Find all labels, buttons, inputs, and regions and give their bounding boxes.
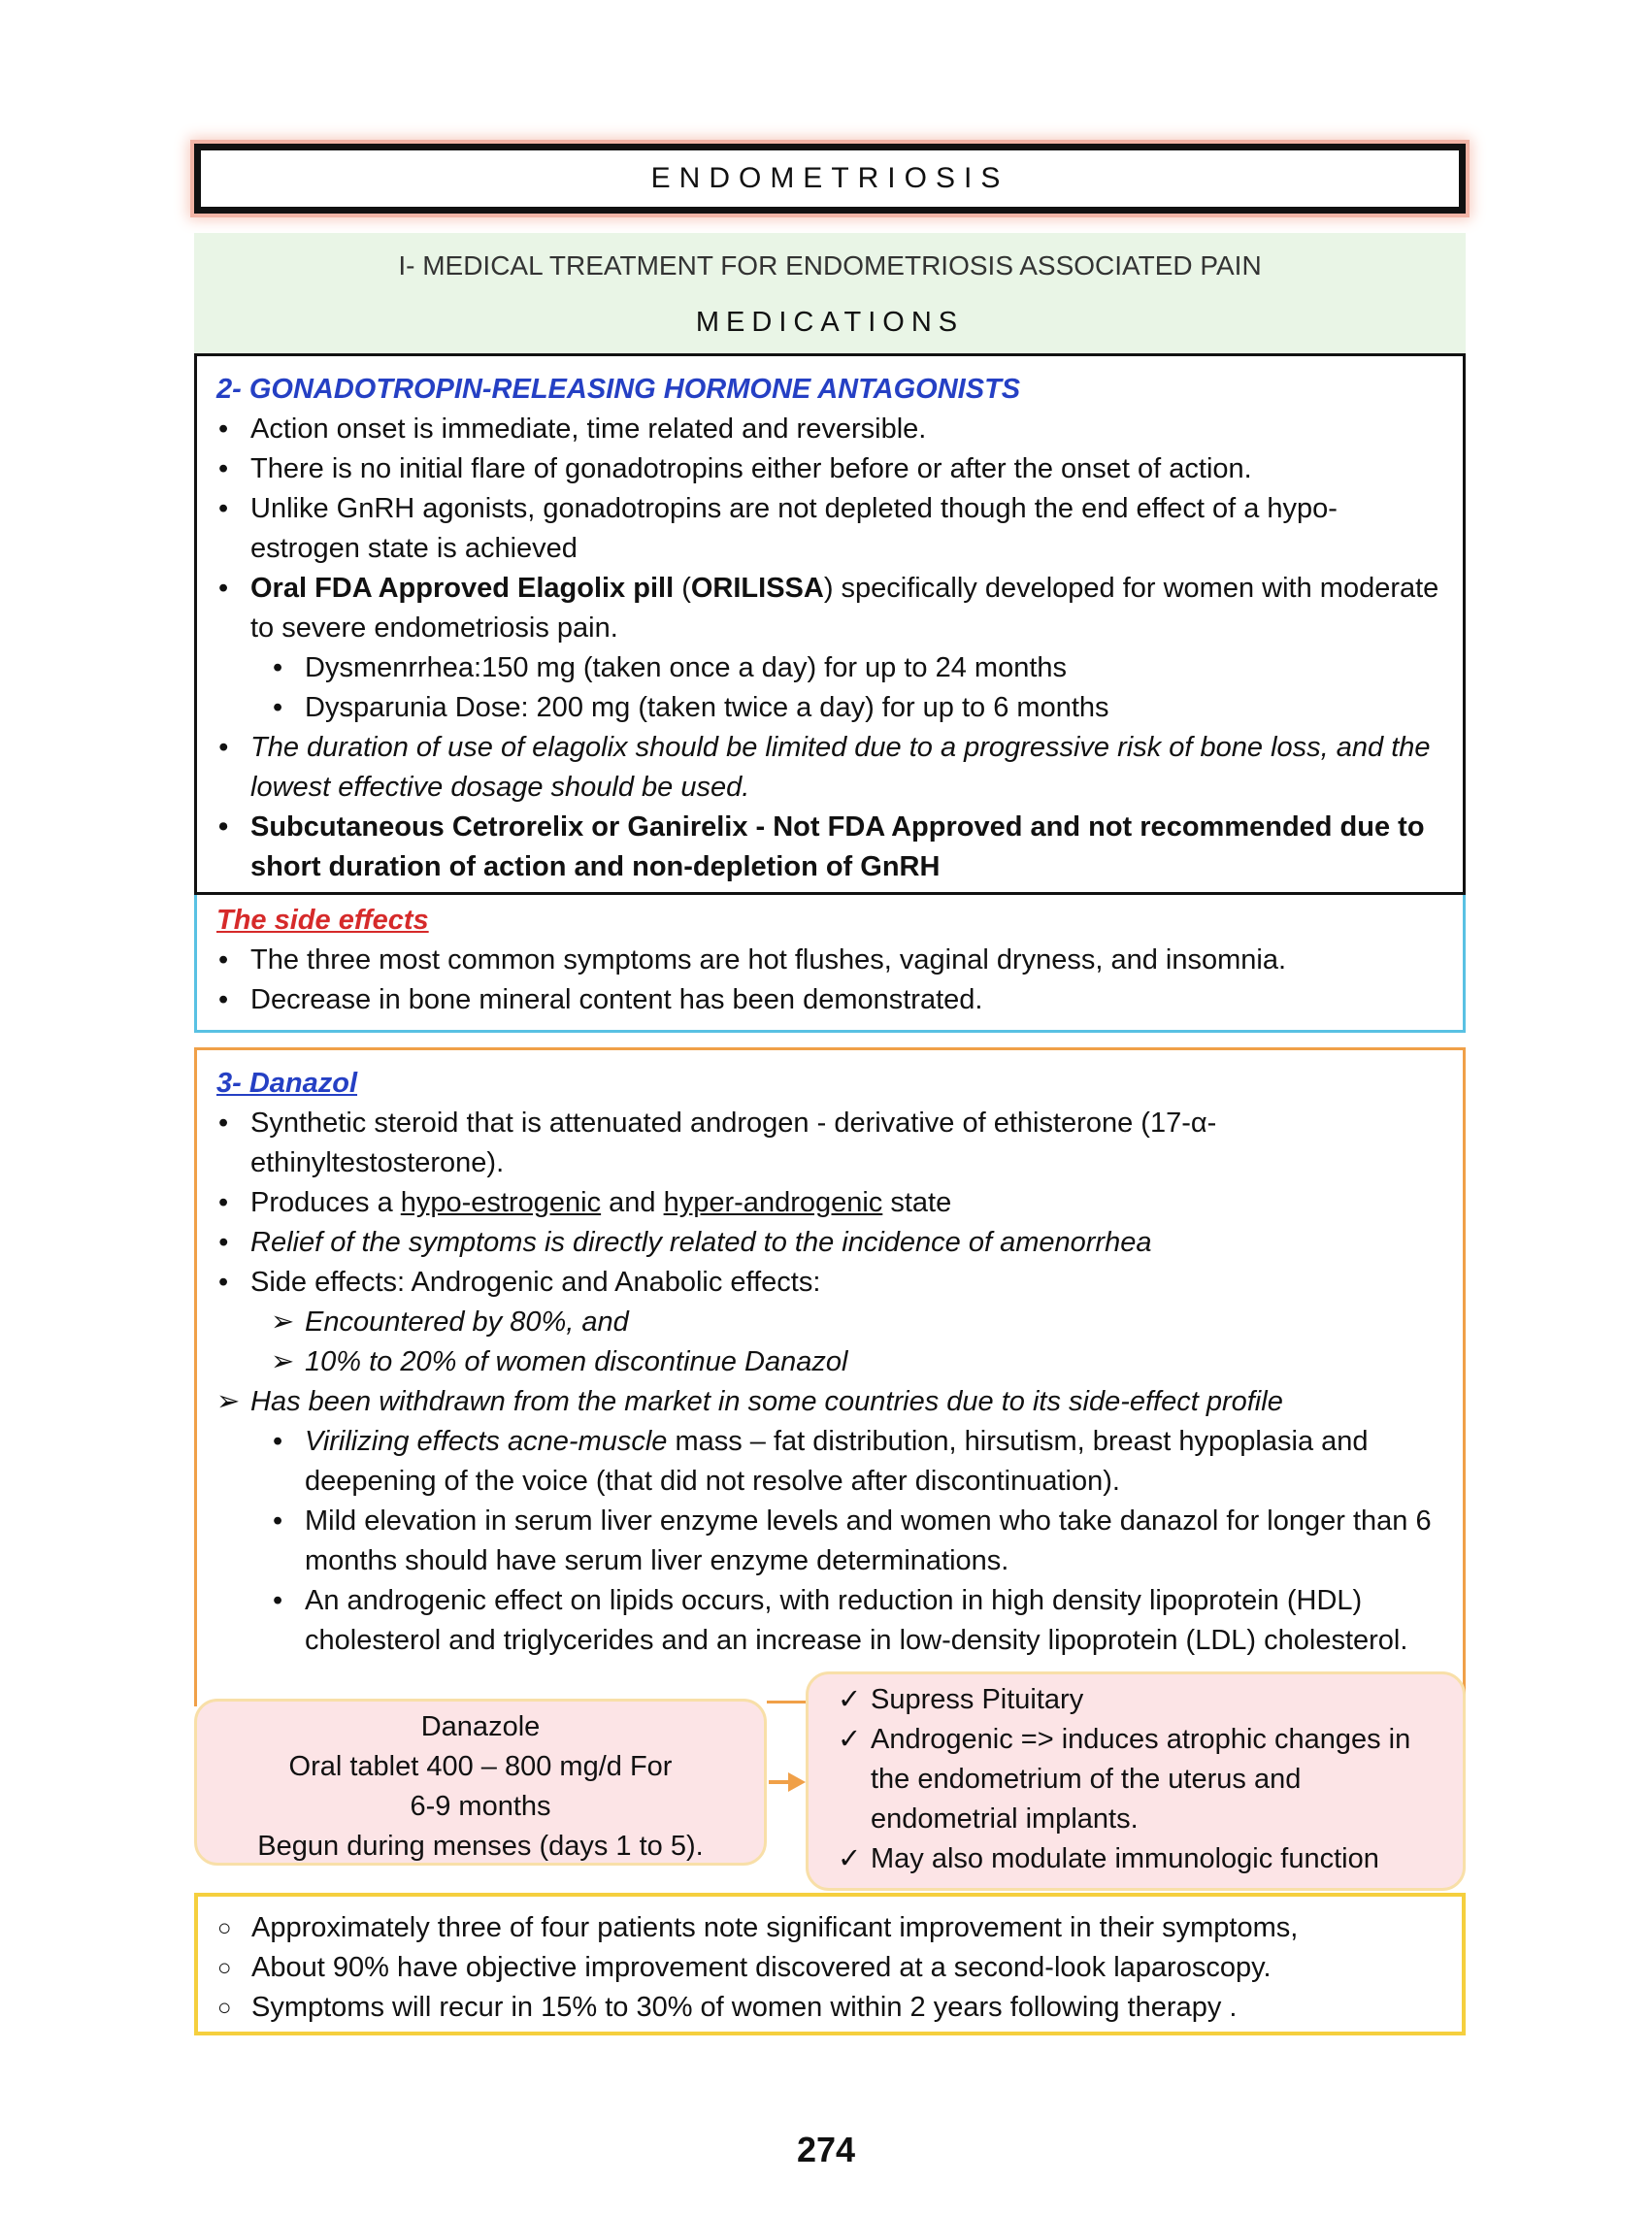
danazol-list	[216, 1104, 1443, 1661]
outcomes-list	[217, 1908, 1442, 2028]
list-item: • Side effects: Androgenic and Anabolic effects:	[216, 1263, 1443, 1303]
list-item: • There is no initial flare of gonadotropins either before or after the onset of action.	[216, 449, 1443, 489]
text-span: state	[882, 1187, 952, 1218]
page-title: ENDOMETRIOSIS	[650, 162, 1009, 194]
list-item: ○ Approximately three of four patients note significant improvement in their symptoms,	[217, 1908, 1442, 1948]
text-span: Produces a	[250, 1187, 401, 1218]
list-item: • The duration of use of elagolix should be limited due to a progressive risk of bone loss, and the lowest effective dosage should be used.	[216, 728, 1443, 808]
dosage-line: Oral tablet 400 – 800 mg/d For	[288, 1751, 673, 1782]
list-item: ✓ Androgenic => induces atrophic changes in the endometrium of the uterus and endometrial implants.	[836, 1720, 1449, 1839]
text-span: and	[601, 1187, 664, 1218]
section-band	[194, 233, 1466, 353]
virilizing-effects-label: Virilizing effects acne-muscle	[305, 1426, 668, 1457]
list-item: • The three most common symptoms are hot flushes, vaginal dryness, and insomnia.	[216, 941, 1443, 980]
hypo-estrogenic-term: hypo-estrogenic	[400, 1187, 602, 1218]
text-span: mass – fat distribution, hirsutism, breast hypoplasia and deepening of the voice (that did not resolve after discontinuation).	[305, 1426, 1369, 1497]
list-item: ➢ Encountered by 80%, and	[271, 1303, 1443, 1342]
title-box	[194, 144, 1466, 214]
side-effects-box	[194, 895, 1466, 1033]
list-item: • Decrease in bone mineral content has been demonstrated.	[216, 980, 1443, 1020]
hyper-androgenic-term: hyper-androgenic	[663, 1187, 883, 1218]
side-effects-title: The side effects	[216, 905, 429, 936]
list-item: ○ Symptoms will recur in 15% to 30% of women within 2 years following therapy .	[217, 1988, 1442, 2028]
danazol-action-box	[806, 1671, 1466, 1891]
list-item: • Synthetic steroid that is attenuated androgen - derivative of ethisterone (17-α-ethinyltestosterone).	[216, 1104, 1443, 1183]
list-item: ➢ 10% to 20% of women discontinue Danazol	[271, 1342, 1443, 1382]
page-number: 274	[796, 2130, 856, 2169]
list-item: ✓ May also modulate immunologic function	[836, 1839, 1449, 1879]
dosage-line: 6-9 months	[410, 1791, 551, 1822]
connector-line	[767, 1701, 806, 1703]
list-item	[216, 1183, 1443, 1223]
elagolix-description: ) specifically developed for women with moderate to severe endometriosis pain.	[250, 573, 1439, 644]
list-item: ○ About 90% have objective improvement discovered at a second-look laparoscopy.	[217, 1948, 1442, 1988]
list-item: ➢ Has been withdrawn from the market in some countries due to its side-effect profile	[216, 1382, 1443, 1422]
list-item	[271, 1422, 1443, 1502]
list-item: ✓ Supress Pituitary	[836, 1680, 1449, 1720]
band-heading: MEDICATIONS	[695, 307, 965, 338]
danazol-section-title: 3- Danazol	[216, 1068, 358, 1099]
danazole-dosage-box	[194, 1699, 767, 1866]
dosage-line: Begun during menses (days 1 to 5).	[257, 1831, 704, 1862]
list-item: • Unlike GnRH agonists, gonadotropins are not depleted though the end effect of a hypo-estrogen state is achieved	[216, 489, 1443, 569]
orilissa-label: ORILISSA	[690, 573, 824, 604]
arrow-right-icon	[788, 1772, 806, 1792]
gnrh-antagonists-box	[194, 353, 1466, 895]
outcomes-box	[194, 1893, 1466, 2035]
list-item: • Mild elevation in serum liver enzyme levels and women who take danazol for longer than 6 months should have serum liver enzyme determinations.	[271, 1502, 1443, 1581]
band-subtitle: I- MEDICAL TREATMENT FOR ENDOMETRIOSIS ASSOCIATED PAIN	[398, 250, 1262, 281]
list-item: • Action onset is immediate, time related and reversible.	[216, 410, 1443, 449]
dosage-line: Danazole	[420, 1711, 541, 1742]
list-item: • Relief of the symptoms is directly related to the incidence of amenorrhea	[216, 1223, 1443, 1263]
list-item	[216, 569, 1443, 648]
elagolix-label: Oral FDA Approved Elagolix pill	[250, 573, 675, 604]
action-list	[836, 1680, 1449, 1879]
gnrh-section-title: 2- GONADOTROPIN-RELEASING HORMONE ANTAGONISTS	[216, 374, 1021, 405]
side-effects-list	[216, 941, 1443, 1020]
gnrh-list	[216, 410, 1443, 887]
paren-open: (	[674, 573, 691, 604]
list-item: • Subcutaneous Cetrorelix or Ganirelix - Not FDA Approved and not recommended due to short duration of action and non-depletion of GnRH	[216, 808, 1443, 887]
list-item: • Dysparunia Dose: 200 mg (taken twice a day) for up to 6 months	[271, 688, 1443, 728]
arrow-shaft	[769, 1780, 790, 1784]
danazol-box	[194, 1047, 1466, 1706]
list-item: • Dysmenrrhea:150 mg (taken once a day) for up to 24 months	[271, 648, 1443, 688]
list-item: • An androgenic effect on lipids occurs, with reduction in high density lipoprotein (HDL) cholesterol and triglycerides and an increase in low-density lipoprotein (LDL) cholesterol.	[271, 1581, 1443, 1661]
